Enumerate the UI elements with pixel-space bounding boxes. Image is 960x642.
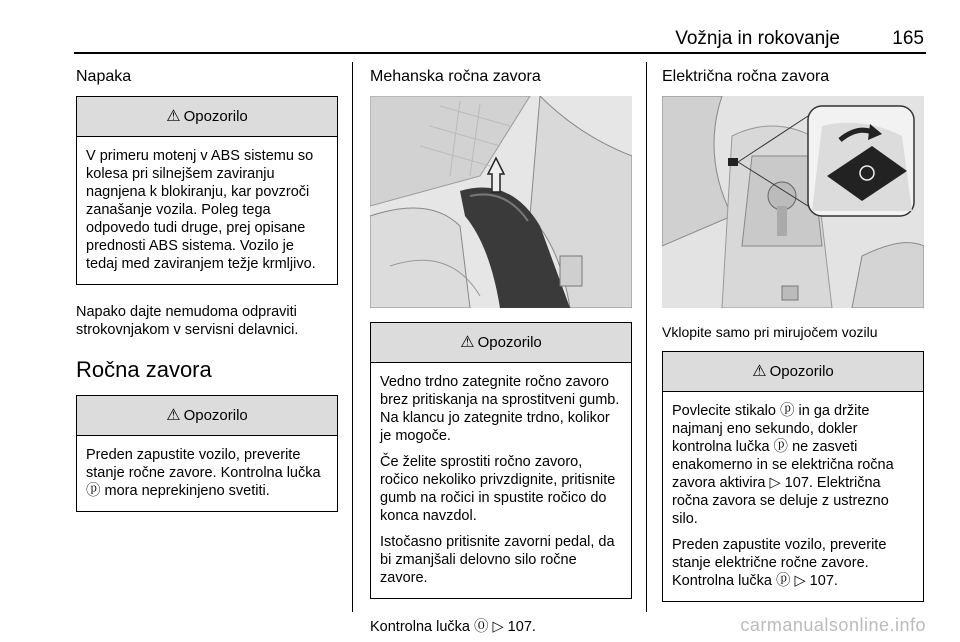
warning-box	[76, 96, 338, 285]
warning-triangle-icon: ⚠	[166, 108, 181, 125]
warning-title: Opozorilo	[183, 108, 248, 125]
footnote: Kontrolna lučka ⓪ ▷ 107.	[370, 619, 536, 635]
warning-text: Povlecite stikalo ⓟ in ga držite najmanj eno sekundo, dokler kontrolna lučka ⓟ ne zasveti enakomerno in se električna ročna zavora aktivira ▷ 107. Električna ročna zavora se deluje z ustrezno silo.	[672, 403, 894, 527]
page-header	[74, 22, 926, 54]
warning-text: Istočasno pritisnite zavorni pedal, da bi zmanjšali delovno silo ročne zavore.	[380, 534, 615, 586]
watermark: carmanualsonline.info	[740, 615, 926, 635]
handbrake-illustration	[370, 96, 632, 308]
column-1	[76, 60, 338, 526]
warning-triangle-icon: ⚠	[166, 407, 181, 424]
heading-mehanska: Mehanska ročna zavora	[370, 68, 541, 85]
page-number: 165	[892, 28, 924, 49]
warning-text: Če želite sprostiti ročno zavoro, ročico nekoliko privzdignite, pritisnite gumb na ročici in spustite ročico do konca navzdol.	[380, 454, 616, 524]
electric-brake-illustration	[662, 96, 924, 308]
warning-text: Vedno trdno zategnite ročno zavoro brez pritiskanja na sprostitveni gumb. Na klancu jo zategnite trdno, kolikor je mogoče.	[380, 374, 620, 444]
column-divider	[646, 62, 647, 612]
warning-box	[76, 395, 338, 512]
heading-elektricna: Električna ročna zavora	[662, 68, 830, 85]
warning-box	[370, 322, 632, 599]
warning-text: Preden zapustite vozilo, preverite stanje ročne zavore. Kontrolna lučka ⓟ mora neprekinjeno svetiti.	[86, 447, 321, 499]
warning-title: Opozorilo	[769, 363, 834, 380]
column-divider	[352, 62, 353, 612]
warning-title: Opozorilo	[477, 334, 542, 351]
warning-title: Opozorilo	[183, 407, 248, 424]
warning-box	[662, 351, 924, 602]
column-2	[370, 60, 632, 636]
paragraph: Napako dajte nemudoma odpraviti strokovnjakom v servisni delavnici.	[76, 304, 299, 338]
image-caption: Vklopite samo pri mirujočem vozilu	[662, 324, 878, 340]
warning-text: V primeru motenj v ABS sistemu so kolesa pri silnejšem zaviranju nagnjena k blokiranju, kar povzroči zanašanje vozila. Poleg tega odpovedo tudi druge, prej opisane prednosti ABS sistema. Vozilo je tedaj med zaviranjem težje krmljivo.	[86, 148, 316, 272]
column-3	[662, 60, 924, 616]
heading-rocna-zavora: Ročna zavora	[76, 357, 212, 382]
warning-text: Preden zapustite vozilo, preverite stanje električne ročne zavore. Kontrolna lučka ⓟ ▷ 107.	[672, 537, 887, 589]
heading-napaka: Napaka	[76, 68, 132, 85]
warning-triangle-icon: ⚠	[460, 334, 475, 351]
warning-triangle-icon: ⚠	[752, 363, 767, 380]
section-title: Vožnja in rokovanje	[675, 28, 840, 49]
